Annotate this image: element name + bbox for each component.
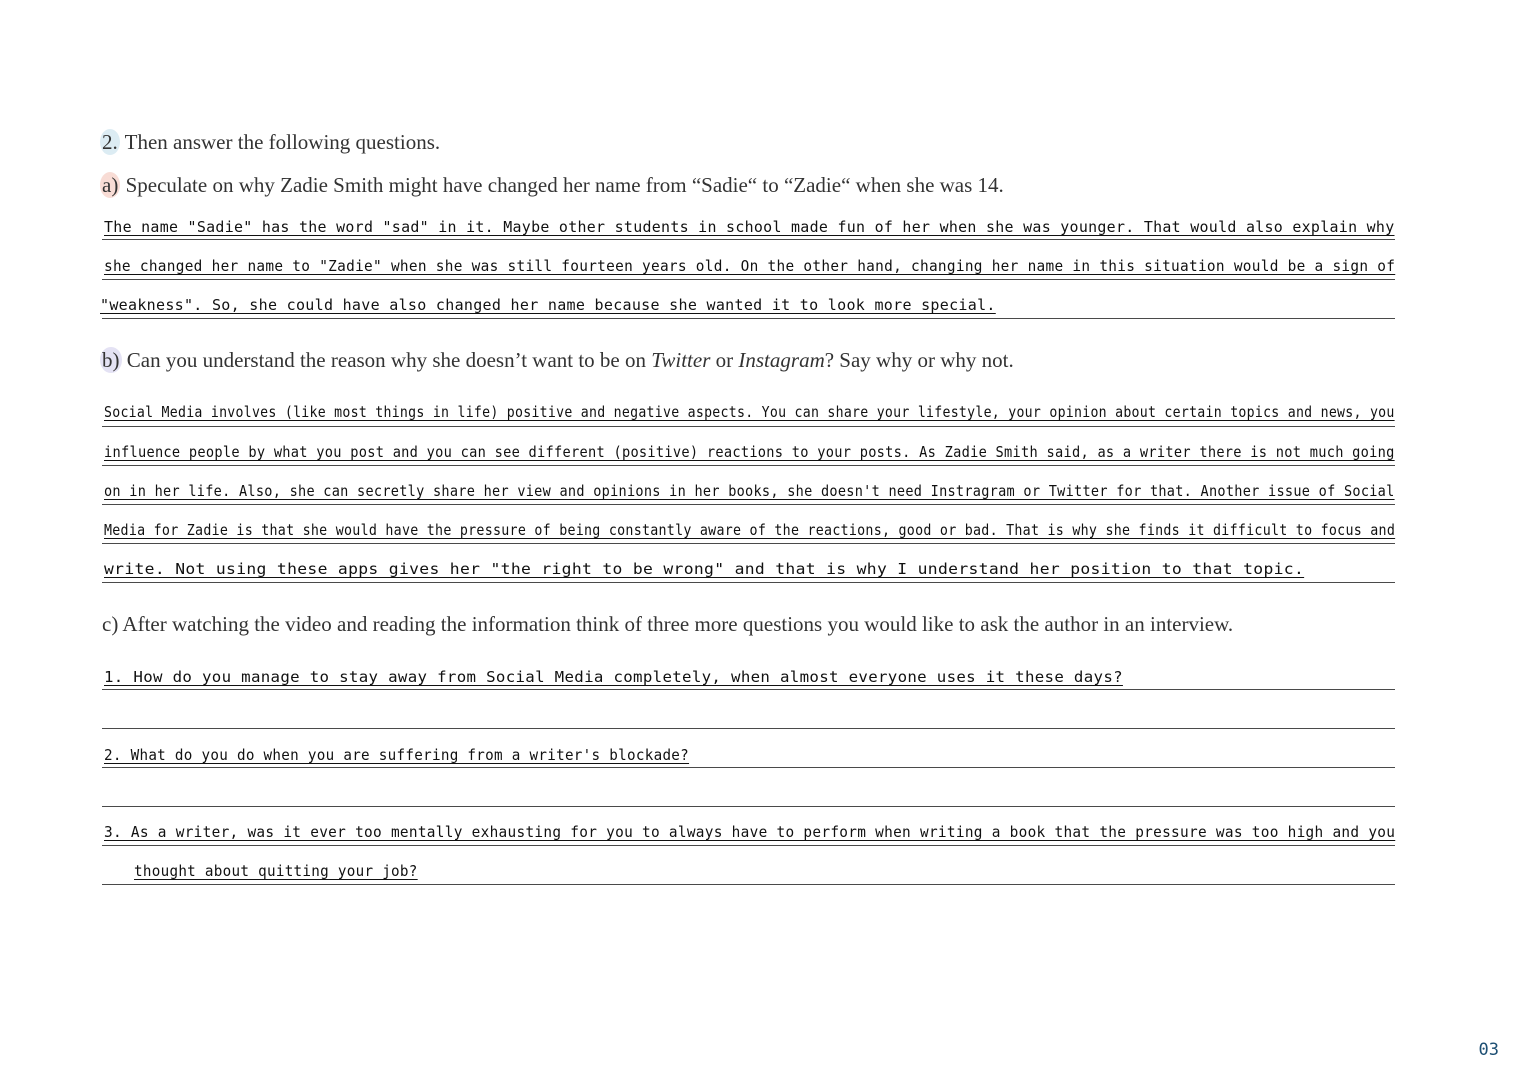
answer-b-line-1: Social Media involves (like most things in life) positive and negative aspects. You can share your lifestyle, your opinion about certain topics and news, you xyxy=(104,403,1395,421)
answer-c-question-1: 1. How do you manage to stay away from Social Media completely, when almost everyone uses it these days? xyxy=(104,668,1123,686)
question-b-text-1: Can you understand the reason why she doesn’t want to be on xyxy=(121,348,652,372)
answer-a-line-1: The name "Sadie" has the word "sad" in it. Maybe other students in school made fun of her when she was younger. That would also explain why xyxy=(104,218,1395,236)
question-b-twitter: Twitter xyxy=(651,348,711,372)
section-number: 2. xyxy=(102,130,118,154)
answer-c-question-2: 2. What do you do when you are suffering from a writer's blockade? xyxy=(104,746,690,764)
answer-rule xyxy=(102,582,1395,583)
answer-rule xyxy=(102,543,1395,544)
answer-rule xyxy=(102,845,1395,846)
answer-b-line-3: on in her life. Also, she can secretly share her view and opinions in her books, she doesn't need Instragram or Twitter for that. Another issue of Social xyxy=(104,482,1395,500)
section-heading-text: Then answer the following questions. xyxy=(119,130,441,154)
page-number: 03 xyxy=(1478,1040,1499,1060)
answer-rule xyxy=(102,318,1395,319)
answer-a-line-3: "weakness". So, she could have also changed her name because she wanted it to look more special. xyxy=(100,296,996,314)
question-b-text-2: or xyxy=(710,348,739,372)
answer-b-line-4: Media for Zadie is that she would have the pressure of being constantly aware of the reactions, good or bad. That is why she finds it difficult to focus and xyxy=(104,521,1396,539)
answer-rule xyxy=(102,806,1395,807)
question-b-instagram: Instagram xyxy=(738,348,825,372)
answer-rule xyxy=(102,689,1395,690)
answer-rule xyxy=(102,465,1395,466)
question-b-label: b) xyxy=(102,348,120,372)
answer-rule xyxy=(102,767,1395,768)
answer-rule xyxy=(102,239,1395,240)
answer-rule xyxy=(102,279,1395,280)
answer-b-line-5: write. Not using these apps gives her "the right to be wrong" and that is why I understand her position to that topic. xyxy=(104,560,1305,578)
answer-b-line-2: influence people by what you post and you can see different (positive) reactions to your posts. As Zadie Smith said, as a writer there is not much going xyxy=(104,443,1395,461)
answer-c-question-3: 3. As a writer, was it ever too mentally exhausting for you to always have to perform when writing a book that the pressure was too high and you xyxy=(104,823,1396,841)
answer-rule xyxy=(102,884,1395,885)
question-a-label: a) xyxy=(102,173,119,197)
answer-rule xyxy=(102,504,1395,505)
section-heading xyxy=(102,132,440,153)
question-b xyxy=(102,350,1014,371)
question-b-text-3: ? Say why or why not. xyxy=(824,348,1014,372)
answer-c-question-3-cont: thought about quitting your job? xyxy=(134,862,418,880)
answer-a-line-2: she changed her name to "Zadie" when she was still fourteen years old. On the other hand, changing her name in this situation would be a sign of xyxy=(104,257,1396,275)
answer-rule xyxy=(102,728,1395,729)
answer-rule xyxy=(102,426,1395,427)
question-c: c) After watching the video and reading the information think of three more questions you would like to ask the author in an interview. xyxy=(102,612,1234,636)
question-a-text: Speculate on why Zadie Smith might have changed her name from “Sadie“ to “Zadie“ when she was 14. xyxy=(120,173,1004,197)
question-a xyxy=(102,175,1004,196)
